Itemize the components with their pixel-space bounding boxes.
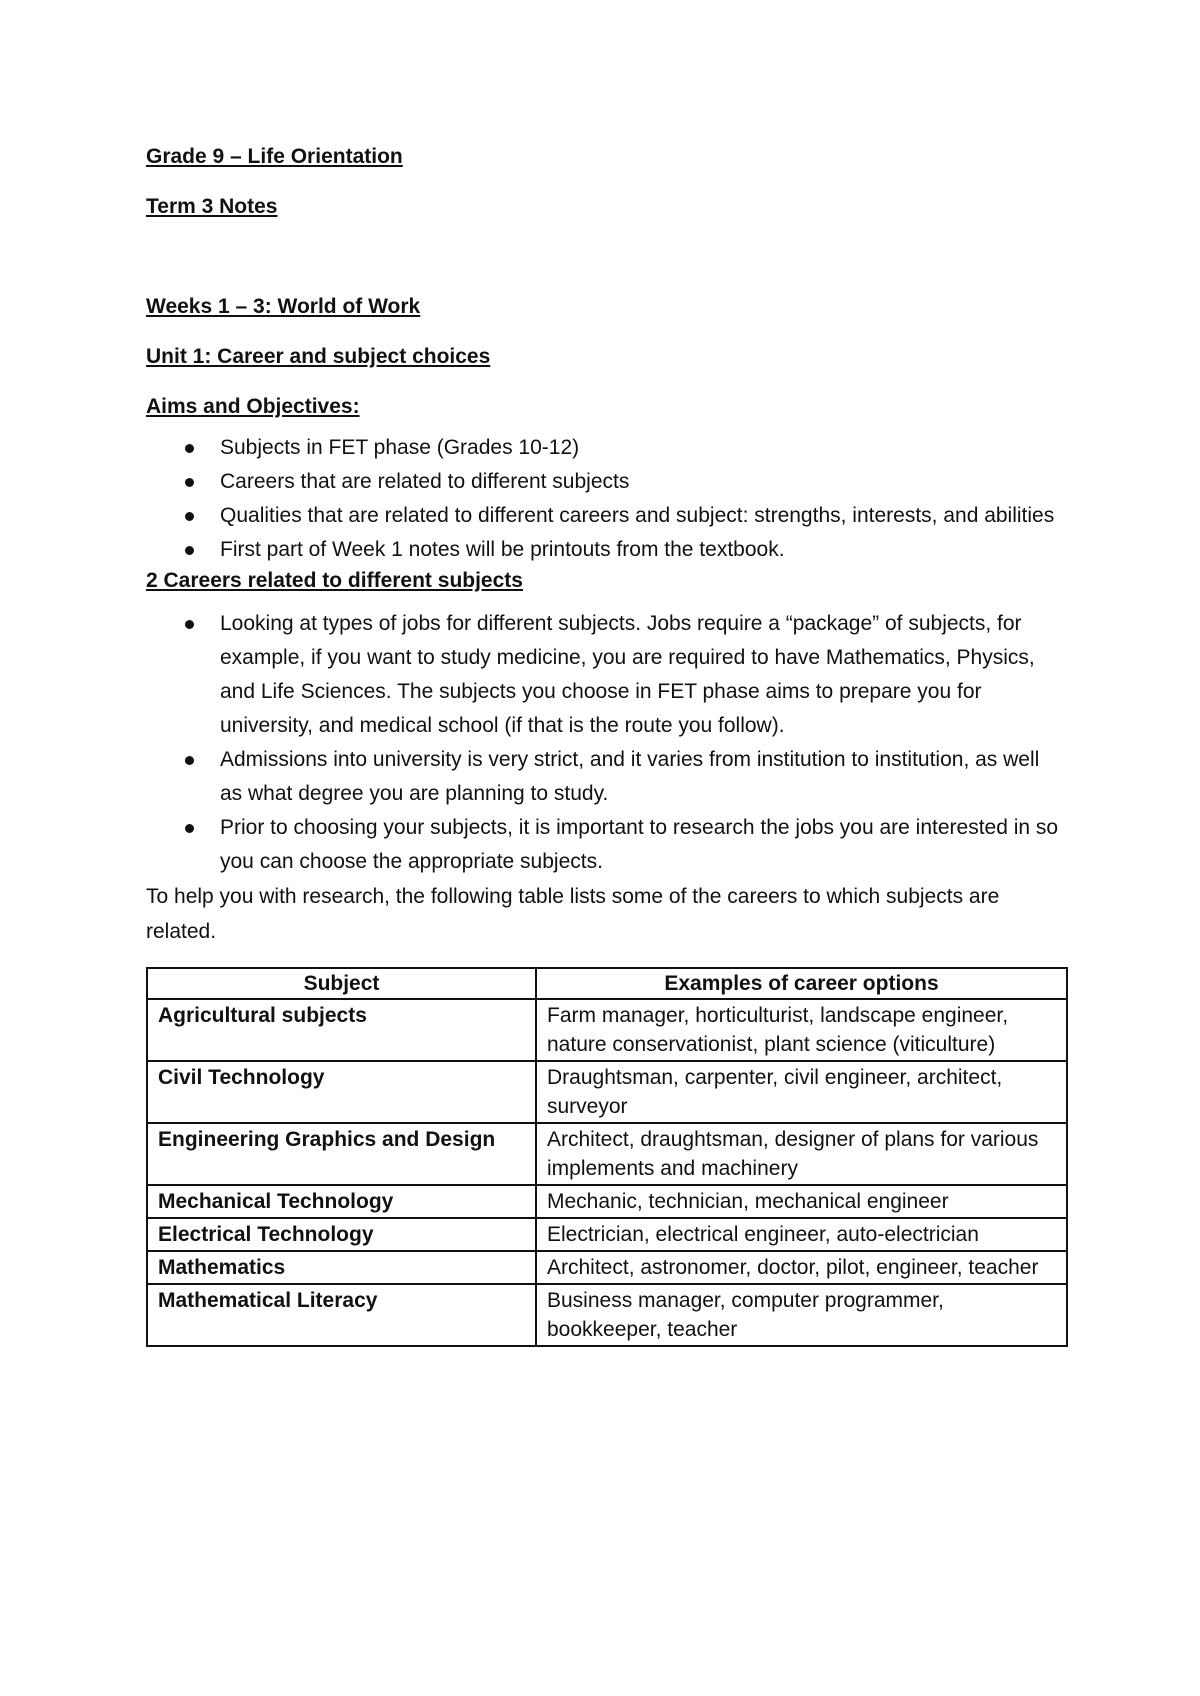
subject-cell: Electrical Technology xyxy=(147,1218,536,1251)
table-row xyxy=(147,999,1067,1061)
careers-cell: Architect, draughtsman, designer of plans for various implements and machinery xyxy=(536,1123,1067,1185)
subject-cell: Civil Technology xyxy=(147,1061,536,1123)
careers-cell: Mechanic, technician, mechanical engineer xyxy=(536,1185,1067,1218)
careers-cell: Draughtsman, carpenter, civil engineer, architect, surveyor xyxy=(536,1061,1067,1123)
document-page xyxy=(146,143,1066,1347)
table-row xyxy=(147,1284,1067,1346)
subject-cell: Engineering Graphics and Design xyxy=(147,1123,536,1185)
table-header-row xyxy=(147,968,1067,999)
term-heading: Term 3 Notes xyxy=(146,195,278,218)
careers-table xyxy=(146,967,1068,1347)
list-item: Careers that are related to different subjects xyxy=(146,465,1066,499)
list-item: Qualities that are related to different careers and subject: strengths, interests, and abilities xyxy=(146,499,1066,533)
document-title: Grade 9 – Life Orientation xyxy=(146,145,403,168)
subject-cell: Agricultural subjects xyxy=(147,999,536,1061)
careers-cell: Electrician, electrical engineer, auto-electrician xyxy=(536,1218,1067,1251)
column-header-subject: Subject xyxy=(147,968,536,999)
list-item: First part of Week 1 notes will be printouts from the textbook. xyxy=(146,533,1066,567)
table-row xyxy=(147,1251,1067,1284)
column-header-careers: Examples of career options xyxy=(536,968,1067,999)
careers-cell: Farm manager, horticulturist, landscape engineer, nature conservationist, plant science (viticulture) xyxy=(536,999,1067,1061)
careers-list xyxy=(146,607,1066,879)
unit-heading: Unit 1: Career and subject choices xyxy=(146,345,491,368)
intro-paragraph: To help you with research, the following table lists some of the careers to which subjects are related. xyxy=(146,885,1000,943)
table-row xyxy=(147,1061,1067,1123)
subject-cell: Mathematics xyxy=(147,1251,536,1284)
careers-cell: Architect, astronomer, doctor, pilot, engineer, teacher xyxy=(536,1251,1067,1284)
table-row xyxy=(147,1218,1067,1251)
list-item: Subjects in FET phase (Grades 10-12) xyxy=(146,431,1066,465)
table-row xyxy=(147,1123,1067,1185)
list-item: Looking at types of jobs for different subjects. Jobs require a “package” of subjects, for example, if you want to study medicine, you are required to have Mathematics, Physics, and Life Sciences. The subjects you choose in FET phase aims to prepare you for university, and medical school (if that is the route you follow). xyxy=(146,607,1066,743)
careers-section-heading: 2 Careers related to different subjects xyxy=(146,569,523,592)
weeks-heading: Weeks 1 – 3: World of Work xyxy=(146,295,421,318)
aims-list xyxy=(146,431,1066,567)
list-item: Admissions into university is very strict, and it varies from institution to institution, as well as what degree you are planning to study. xyxy=(146,743,1066,811)
subject-cell: Mathematical Literacy xyxy=(147,1284,536,1346)
careers-cell: Business manager, computer programmer, bookkeeper, teacher xyxy=(536,1284,1067,1346)
subject-cell: Mechanical Technology xyxy=(147,1185,536,1218)
list-item: Prior to choosing your subjects, it is important to research the jobs you are interested in so you can choose the appropriate subjects. xyxy=(146,811,1066,879)
table-row xyxy=(147,1185,1067,1218)
aims-heading: Aims and Objectives: xyxy=(146,395,360,418)
